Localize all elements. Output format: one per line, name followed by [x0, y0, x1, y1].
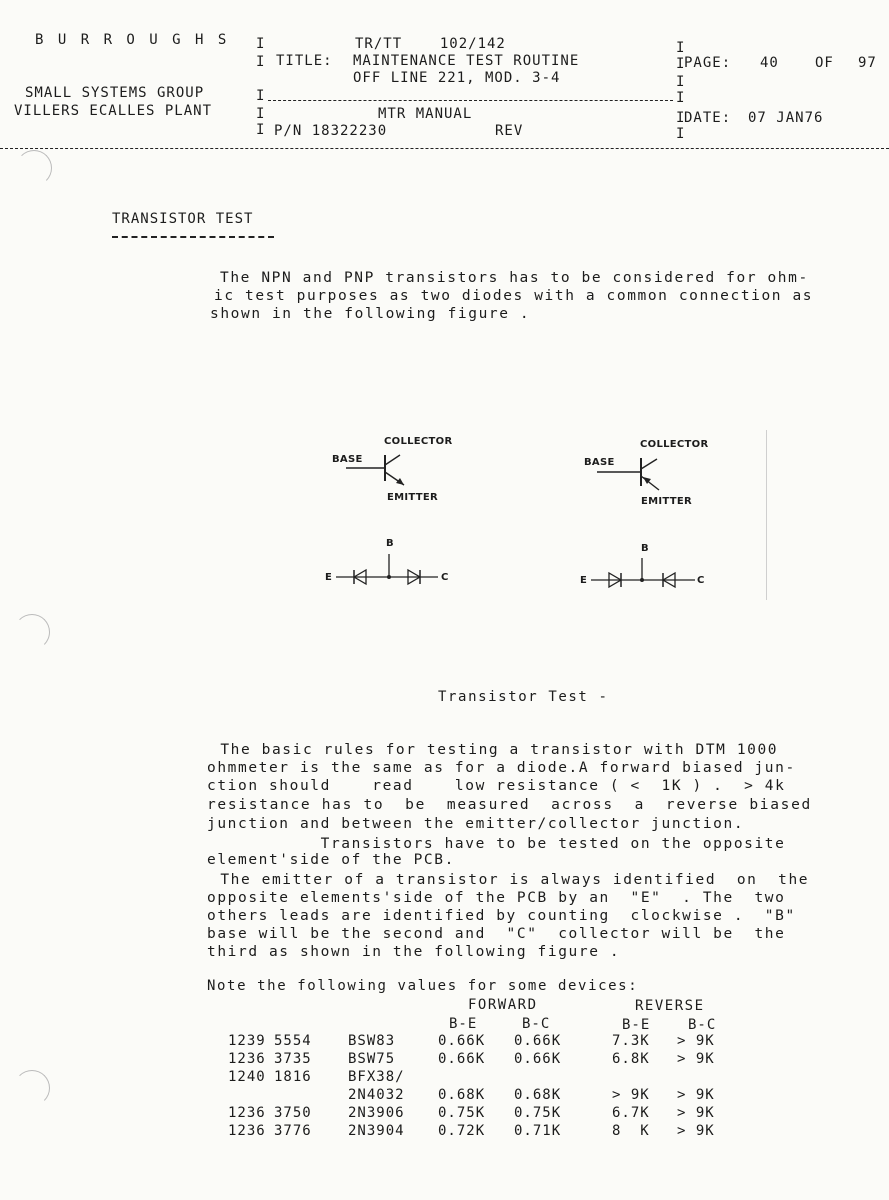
device-type: BSW83: [348, 1033, 396, 1049]
rules-line: junction and between the emitter/collector junction.: [207, 816, 745, 832]
reverse-bc-value: > 9K: [677, 1105, 715, 1121]
separator: I: [256, 122, 266, 138]
col-reverse-bc: B-C: [688, 1017, 717, 1033]
section-title: TRANSISTOR TEST: [112, 211, 254, 227]
table-row: [228, 1051, 727, 1069]
forward-be-value: [438, 1069, 514, 1087]
reverse-bc-value: > 9K: [677, 1033, 715, 1049]
separator: I: [676, 126, 686, 142]
reverse-heading: REVERSE: [635, 998, 705, 1014]
manual-name: MTR MANUAL: [378, 106, 473, 122]
forward-bc-value: [514, 1069, 612, 1087]
group-name: SMALL SYSTEMS GROUP: [25, 85, 205, 101]
separator: I: [256, 106, 266, 122]
rules-line: base will be the second and "C" collector will be the: [207, 926, 786, 942]
pnp-collector-label: COLLECTOR: [640, 439, 709, 450]
document-ref: TR/TT 102/142: [355, 36, 506, 52]
pnp-base-label: BASE: [584, 457, 615, 468]
date-value: 07 JAN76: [748, 110, 824, 126]
npn-collector-label: COLLECTOR: [384, 436, 453, 447]
table-row: [228, 1087, 727, 1105]
reverse-be-value: 7.3K: [612, 1033, 650, 1049]
separator: I: [676, 40, 686, 56]
title-divider: [268, 100, 673, 101]
device-type: 2N3906: [348, 1105, 405, 1121]
separator: I: [676, 74, 686, 90]
pnp-transistor-symbol: [595, 448, 685, 498]
rules-line: ohmmeter is the same as for a diode.A forward biased jun-: [207, 760, 796, 776]
reverse-be-value: 6.8K: [612, 1051, 650, 1067]
rules-line: element'side of the PCB.: [207, 852, 455, 868]
rules-line: opposite elements'side of the PCB by an "E" . The two: [207, 890, 786, 906]
page-total: 97: [858, 55, 877, 71]
company-name: B U R R O U G H S: [35, 32, 230, 48]
rules-line: The basic rules for testing a transistor with DTM 1000: [210, 742, 779, 758]
npn-diode-equivalent: [334, 550, 440, 588]
plant-name: VILLERS ECALLES PLANT: [14, 103, 213, 119]
part-number-suffix: 3735: [274, 1051, 312, 1067]
title-line-2: OFF LINE 221, MOD. 3-4: [353, 70, 561, 86]
reverse-be-value: 6.7K: [612, 1105, 650, 1121]
col-forward-be: B-E: [449, 1016, 478, 1032]
intro-line: shown in the following figure .: [210, 306, 531, 322]
table-row: [228, 1105, 727, 1123]
device-type: BSW75: [348, 1051, 396, 1067]
page-label: PAGE:: [684, 55, 732, 71]
pnp-diode-c-label: C: [697, 575, 705, 586]
forward-bc-value: 0.71K: [514, 1123, 562, 1139]
pnp-diode-e-label: E: [580, 575, 588, 586]
punch-hole-middle: [14, 614, 50, 650]
forward-bc-value: 0.66K: [514, 1033, 562, 1049]
npn-diode-b-label: B: [386, 538, 394, 549]
forward-be-value: 0.75K: [438, 1105, 486, 1121]
rules-line: ction should read low resistance ( < 1K ) . > 4k: [207, 778, 786, 794]
col-forward-bc: B-C: [522, 1016, 551, 1032]
separator: I: [256, 88, 266, 104]
rules-line: third as shown in the following figure .: [207, 944, 621, 960]
forward-be-value: 0.68K: [438, 1087, 486, 1103]
figure-caption: Transistor Test -: [438, 689, 609, 705]
reverse-bc-value: [677, 1069, 727, 1087]
part-number-suffix: 5554: [274, 1033, 312, 1049]
separator: I: [676, 110, 686, 126]
forward-be-value: 0.66K: [438, 1033, 486, 1049]
device-type: 2N3904: [348, 1123, 405, 1139]
col-reverse-be: B-E: [622, 1017, 651, 1033]
punch-hole-bottom: [14, 1070, 50, 1106]
part-number-suffix: 3776: [274, 1123, 312, 1139]
intro-line: ic test purposes as two diodes with a common connection as: [214, 288, 814, 304]
npn-diode-e-label: E: [325, 572, 333, 583]
pnp-emitter-label: EMITTER: [641, 496, 693, 507]
part-number: P/N 18322230: [274, 123, 388, 139]
npn-emitter-label: EMITTER: [387, 492, 439, 503]
table-row: [228, 1123, 727, 1141]
part-number-prefix: 1239: [228, 1033, 266, 1049]
part-number-prefix: 1240: [228, 1069, 266, 1085]
intro-line: The NPN and PNP transistors has to be considered for ohm-: [220, 270, 809, 286]
reverse-bc-value: > 9K: [677, 1051, 715, 1067]
part-number-suffix: 3750: [274, 1105, 312, 1121]
page-of: OF: [815, 55, 834, 71]
reverse-be-value: 8 K: [612, 1123, 650, 1139]
punch-hole-top: [16, 150, 52, 186]
npn-transistor-symbol: [340, 445, 430, 495]
part-number-suffix: 1816: [274, 1069, 312, 1085]
part-number-prefix: 1236: [228, 1105, 266, 1121]
table-row: [228, 1069, 727, 1087]
separator: I: [676, 90, 686, 106]
npn-base-label: BASE: [332, 454, 363, 465]
part-number-prefix: 1236: [228, 1123, 266, 1139]
date-label: DATE:: [684, 110, 732, 126]
part-number-prefix: 1236: [228, 1051, 266, 1067]
pnp-diode-equivalent: [589, 554, 697, 592]
rules-line: resistance has to be measured across a reverse biased: [207, 797, 812, 813]
rules-line: The emitter of a transistor is always identified on the: [210, 872, 810, 888]
title-line-1: MAINTENANCE TEST ROUTINE: [353, 53, 580, 69]
forward-bc-value: 0.68K: [514, 1087, 562, 1103]
rules-line: Transistors have to be tested on the opposite: [207, 836, 786, 852]
npn-diode-c-label: C: [441, 572, 449, 583]
forward-heading: FORWARD: [468, 997, 538, 1013]
section-title-underline: [112, 236, 274, 238]
header-bottom-rule: [0, 148, 889, 149]
forward-bc-value: 0.75K: [514, 1105, 562, 1121]
reverse-be-value: > 9K: [612, 1087, 650, 1103]
device-type: BFX38/: [348, 1069, 405, 1085]
revision-label: REV: [495, 123, 524, 139]
separator: I: [256, 36, 266, 52]
rules-line: others leads are identified by counting clockwise . "B": [207, 908, 796, 924]
part-number-suffix: [274, 1087, 348, 1105]
separator: I: [676, 56, 686, 72]
pnp-diode-b-label: B: [641, 543, 649, 554]
table-row: [228, 1033, 727, 1051]
scan-edge-line: [766, 430, 767, 600]
forward-be-value: 0.72K: [438, 1123, 486, 1139]
page-number: 40: [760, 55, 779, 71]
values-table: [228, 1033, 727, 1141]
device-type: 2N4032: [348, 1087, 405, 1103]
reverse-bc-value: > 9K: [677, 1123, 715, 1139]
values-note: Note the following values for some devices:: [207, 978, 639, 994]
forward-bc-value: 0.66K: [514, 1051, 562, 1067]
forward-be-value: 0.66K: [438, 1051, 486, 1067]
reverse-be-value: [612, 1069, 677, 1087]
separator: I: [256, 54, 266, 70]
reverse-bc-value: > 9K: [677, 1087, 715, 1103]
title-label: TITLE:: [276, 53, 333, 69]
part-number-prefix: [228, 1087, 274, 1105]
